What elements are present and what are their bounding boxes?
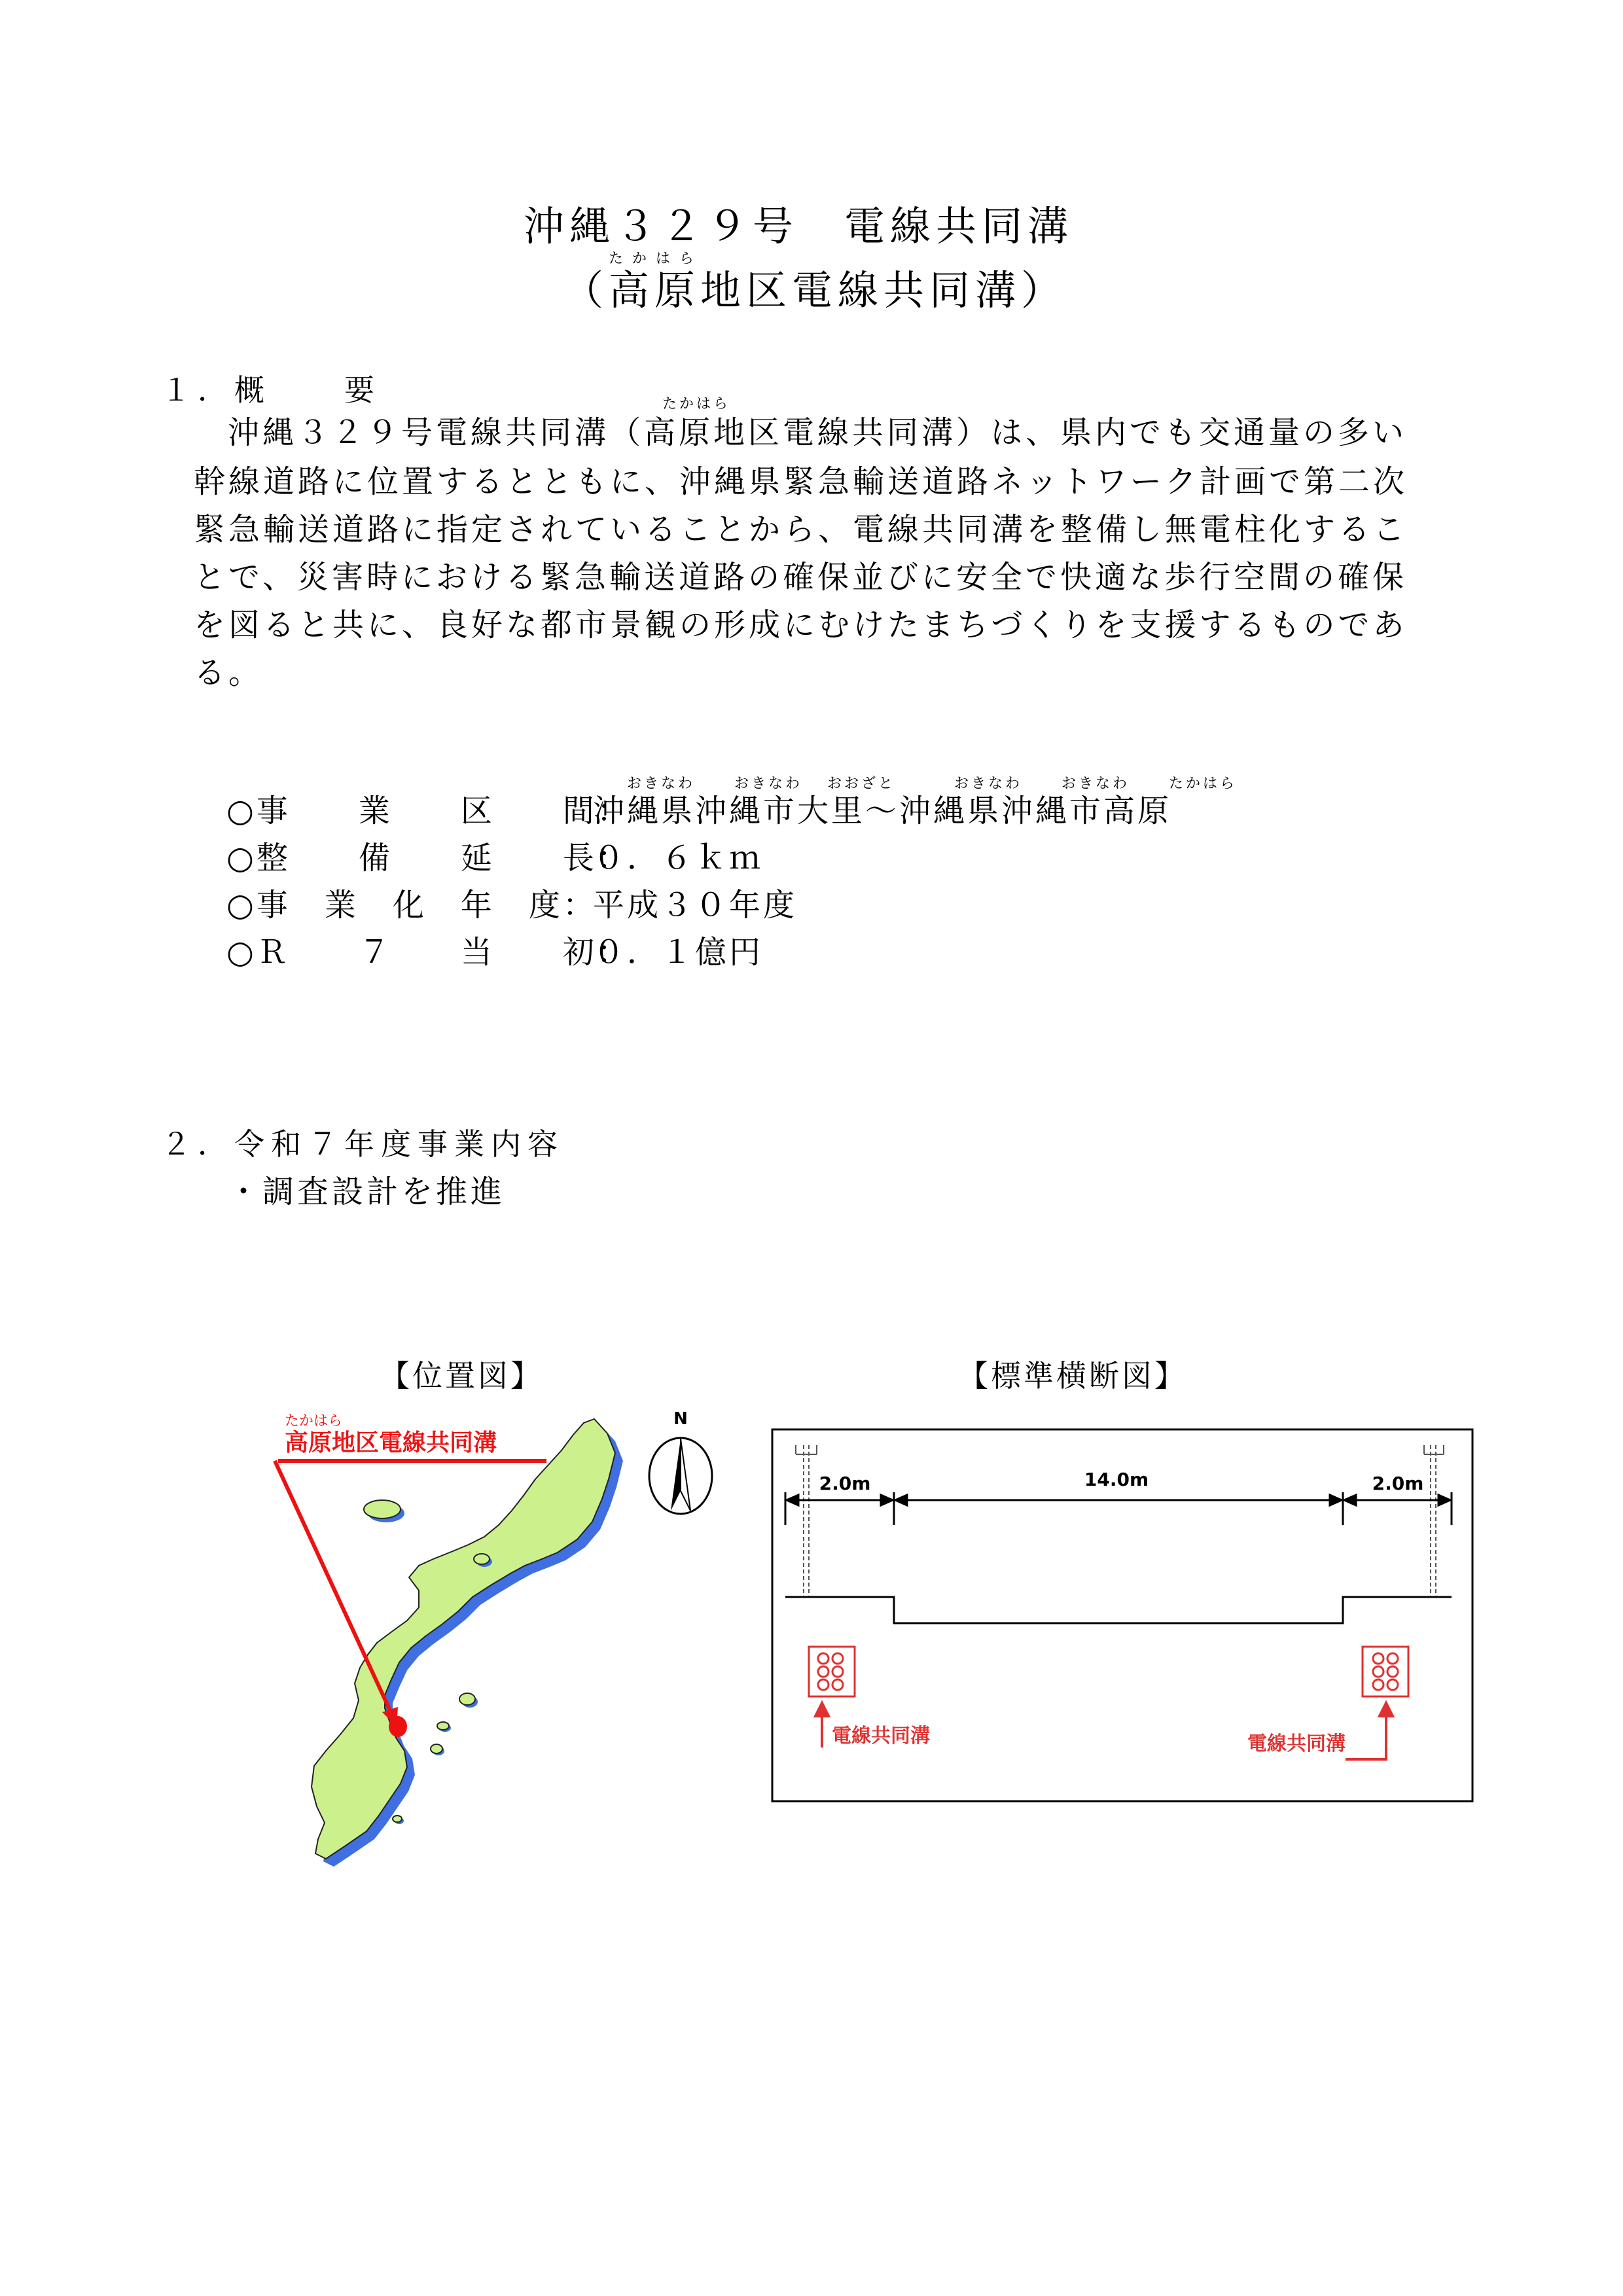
ruby-okinawa-2: おきなわ xyxy=(734,776,803,792)
overview-line-5: を図ると共に、良好な都市景観の形成にむけたまちづくりを支援するものであ xyxy=(194,607,1408,643)
title-ruby-takahara: たかはら xyxy=(609,251,704,267)
detail-row-section xyxy=(226,785,1171,831)
map-pointer-line xyxy=(275,1461,393,1716)
detail-value: 沖縄県沖縄市大里～沖縄県沖縄市高原 xyxy=(593,793,1172,829)
overview-line-1: 沖縄３２９号電線共同溝（高原地区電線共同溝）は、県内でも交通量の多い xyxy=(228,414,1408,451)
overview-line-3: 緊急輸送道路に指定されていることから、電線共同溝を整備し無電柱化するこ xyxy=(194,511,1408,548)
north-label: N xyxy=(673,1409,688,1429)
page-subtitle xyxy=(563,258,1067,316)
cross-section-caption: 【標準横断図】 xyxy=(958,1358,1187,1393)
map-label-ruby: たかはら xyxy=(285,1413,343,1429)
dim-left-label: 2.0m xyxy=(819,1473,871,1494)
detail-value: ０．６ｋｍ xyxy=(593,840,764,876)
section1-ruby-takahara: たかはら xyxy=(662,396,731,412)
detail-label: ○Ｒ ７ 当 初： xyxy=(226,934,631,971)
detail-row-budget xyxy=(226,927,763,972)
overview-line-6: る。 xyxy=(194,655,264,691)
ruby-okinawa-4: おきなわ xyxy=(1061,776,1130,792)
cross-section-diagram xyxy=(770,1427,1476,1806)
section2-bullet: ・調査設計を推進 xyxy=(228,1174,506,1210)
ruby-okinawa-3: おきなわ xyxy=(954,776,1023,792)
subtitle-ruby-word: 高原 xyxy=(609,266,701,314)
overview-line-4: とで、災害時における緊急輸送道路の確保並びに安全で快適な歩行空間の確保 xyxy=(194,559,1408,596)
dim-center-label: 14.0m xyxy=(1084,1469,1149,1490)
map-label: 高原地区電線共同溝 xyxy=(285,1429,497,1456)
section2-heading: ２．令和７年度事業内容 xyxy=(161,1126,564,1162)
ruby-oozato: おおざと xyxy=(827,776,896,792)
page-title: 沖縄３２９号 電線共同溝 xyxy=(524,202,1074,250)
detail-value: 平成３０年度 xyxy=(593,887,798,924)
north-arrow xyxy=(645,1407,717,1532)
subtitle-open: （ xyxy=(563,266,609,314)
detail-label: ○事 業 区 間： xyxy=(226,793,631,829)
ruby-okinawa-1: おきなわ xyxy=(627,776,696,792)
detail-label: ○整 備 延 長： xyxy=(226,840,631,876)
duct-right-label: 電線共同溝 xyxy=(1247,1732,1346,1755)
detail-row-start-year xyxy=(226,880,797,925)
detail-value: ０．１億円 xyxy=(593,934,764,971)
ruby-takahara: たかはら xyxy=(1169,776,1238,792)
location-marker xyxy=(389,1716,407,1737)
detail-label: ○事 業 化 年 度： xyxy=(226,887,597,924)
dim-right-label: 2.0m xyxy=(1372,1473,1424,1494)
duct-left-label: 電線共同溝 xyxy=(832,1725,930,1748)
location-map-caption: 【位置図】 xyxy=(380,1358,543,1393)
overview-line-2: 幹線道路に位置するとともに、沖縄県緊急輸送道路ネットワーク計画で第二次 xyxy=(194,463,1408,500)
section1-heading: １．概 要 xyxy=(161,372,381,408)
detail-row-length xyxy=(226,833,763,878)
subtitle-rest: 地区電線共同溝） xyxy=(700,266,1067,314)
